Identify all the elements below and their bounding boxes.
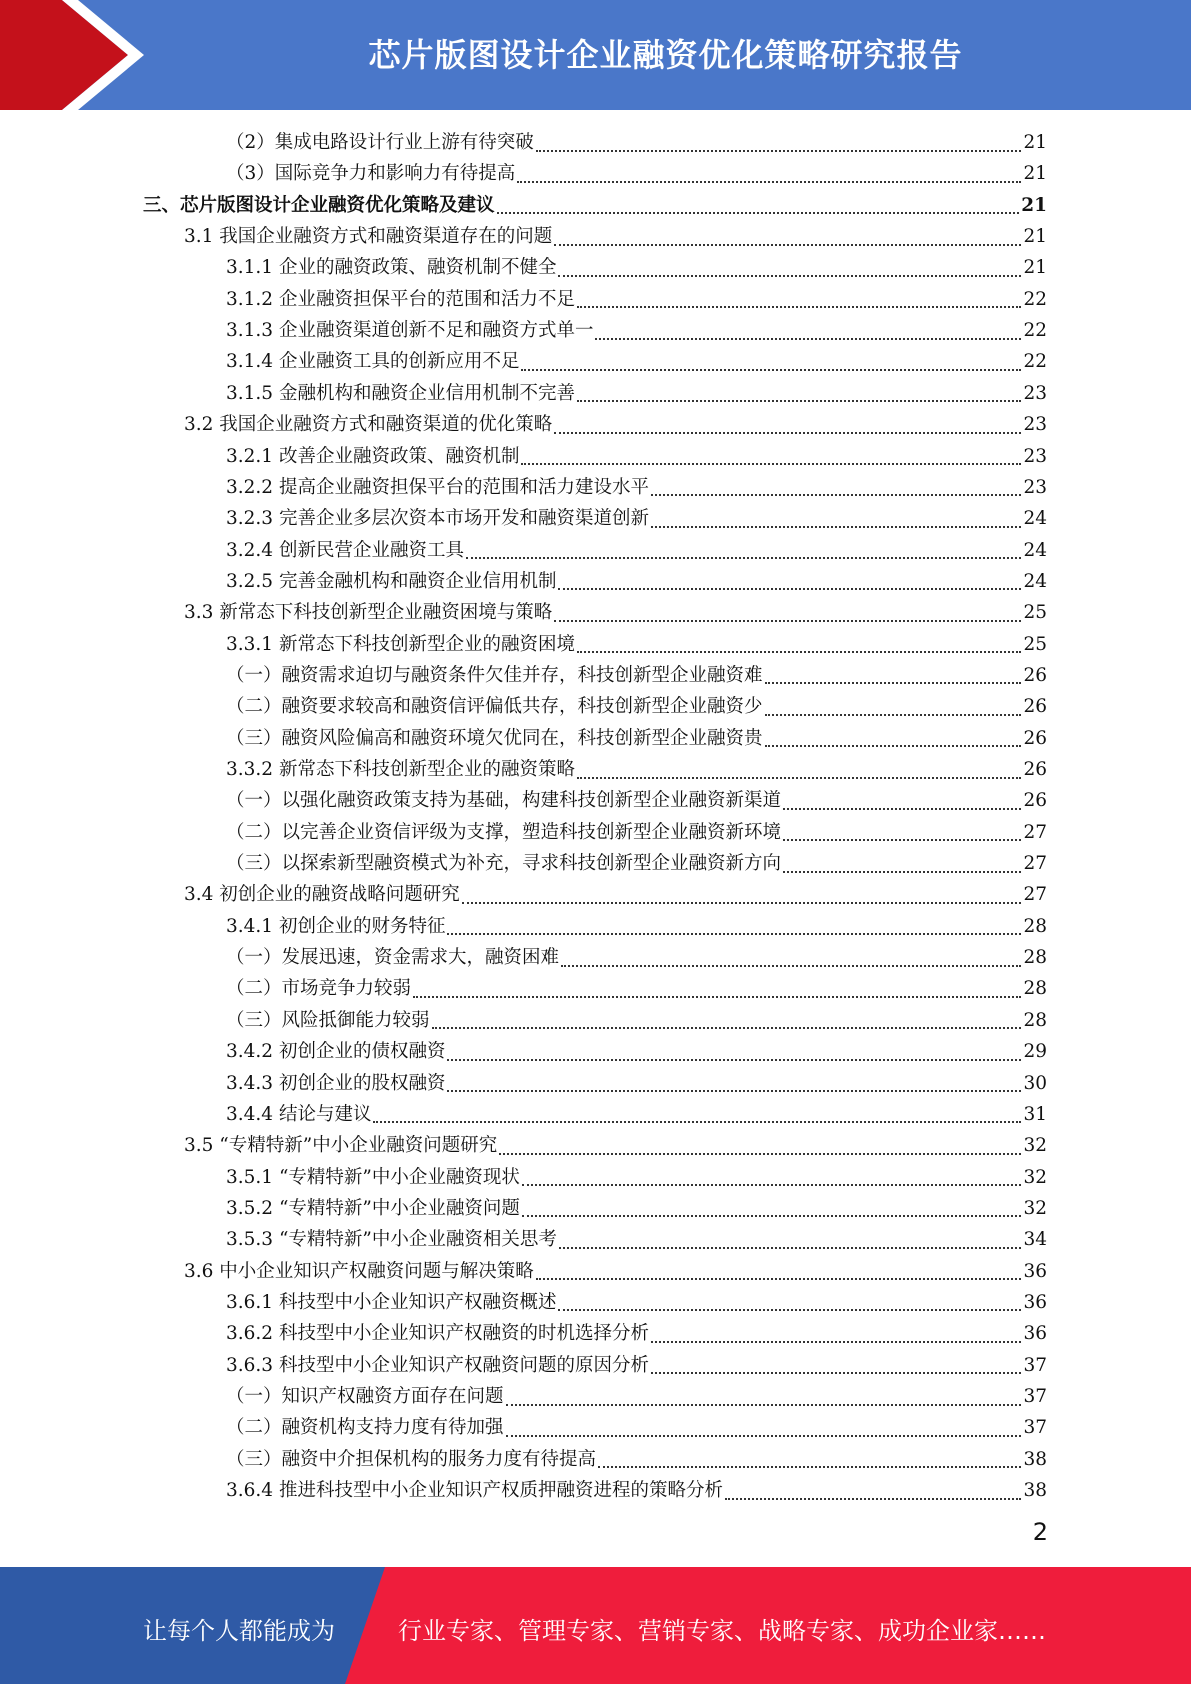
toc-entry[interactable] bbox=[226, 1068, 1047, 1099]
toc-entry-title: 3.6.4 推进科技型中小企业知识产权质押融资进程的策略分析 bbox=[226, 1480, 723, 1502]
toc-dot-leader bbox=[595, 338, 1021, 340]
toc-entry-title: 3.4.3 初创企业的股权融资 bbox=[226, 1072, 446, 1094]
toc-entry-page: 32 bbox=[1023, 1197, 1047, 1219]
toc-entry-title: 3.5.2 “专精特新”中小企业融资问题 bbox=[226, 1197, 520, 1219]
toc-entry-page: 27 bbox=[1023, 884, 1047, 906]
toc-entry-page: 37 bbox=[1023, 1354, 1047, 1376]
toc-entry[interactable] bbox=[226, 284, 1047, 315]
toc-dot-leader bbox=[783, 808, 1021, 810]
toc-entry-page: 36 bbox=[1023, 1260, 1047, 1282]
toc-entry-title: （三）风险抵御能力较弱 bbox=[226, 1009, 430, 1031]
toc-entry[interactable] bbox=[226, 754, 1047, 785]
toc-entry-page: 36 bbox=[1023, 1291, 1047, 1313]
toc-entry-title: 3.4 初创企业的融资战略问题研究 bbox=[184, 884, 460, 906]
toc-entry[interactable] bbox=[226, 1036, 1047, 1067]
toc-entry-page: 38 bbox=[1023, 1480, 1047, 1502]
toc-entry[interactable] bbox=[226, 378, 1047, 409]
toc-entry-page: 21 bbox=[1023, 257, 1047, 279]
toc-entry-page: 26 bbox=[1023, 727, 1047, 749]
toc-entry[interactable] bbox=[226, 785, 1047, 816]
header-bar bbox=[0, 0, 1191, 110]
toc-entry[interactable] bbox=[226, 1318, 1047, 1349]
toc-entry-page: 22 bbox=[1023, 320, 1047, 342]
toc-dot-leader bbox=[598, 1466, 1021, 1468]
toc-entry[interactable] bbox=[226, 1005, 1047, 1036]
toc-entry-page: 21 bbox=[1021, 194, 1047, 216]
toc-entry-page: 23 bbox=[1023, 445, 1047, 467]
footer-slogan-right: 行业专家、管理专家、营销专家、战略专家、成功企业家…… bbox=[398, 1617, 1046, 1645]
toc-entry[interactable] bbox=[184, 1130, 1047, 1161]
toc-entry-page: 37 bbox=[1023, 1417, 1047, 1439]
toc-entry-title: （三）以探索新型融资模式为补充，寻求科技创新型企业融资新方向 bbox=[226, 853, 782, 875]
toc-entry[interactable] bbox=[226, 1099, 1047, 1130]
toc-entry-title: （一）以强化融资政策支持为基础，构建科技创新型企业融资新渠道 bbox=[226, 790, 782, 812]
toc-dot-leader bbox=[373, 1121, 1021, 1123]
toc-dot-leader bbox=[554, 244, 1021, 246]
toc-dot-leader bbox=[651, 526, 1021, 528]
toc-entry[interactable] bbox=[226, 848, 1047, 879]
toc-entry[interactable] bbox=[226, 817, 1047, 848]
toc-entry-page: 31 bbox=[1023, 1103, 1047, 1125]
toc-entry[interactable] bbox=[226, 441, 1047, 472]
toc-entry-page: 26 bbox=[1023, 759, 1047, 780]
toc-entry[interactable] bbox=[184, 409, 1047, 440]
toc-entry-title: （三）融资中介担保机构的服务力度有待提高 bbox=[226, 1448, 597, 1470]
toc-dot-leader bbox=[462, 902, 1022, 904]
toc-entry-page: 26 bbox=[1023, 790, 1047, 812]
toc-entry-title: （二）以完善企业资信评级为支撑，塑造科技创新型企业融资新环境 bbox=[226, 821, 782, 843]
toc-dot-leader bbox=[765, 714, 1022, 716]
toc-entry-page: 24 bbox=[1023, 570, 1047, 592]
toc-entry[interactable] bbox=[184, 221, 1047, 252]
toc-dot-leader bbox=[651, 1372, 1021, 1374]
toc-dot-leader bbox=[558, 1309, 1021, 1311]
toc-entry[interactable] bbox=[226, 629, 1047, 660]
toc-entry[interactable] bbox=[184, 879, 1047, 910]
toc-entry-title: 3.2.1 改善企业融资政策、融资机制 bbox=[226, 445, 520, 467]
toc-entry-title: 3.5 “专精特新”中小企业融资问题研究 bbox=[184, 1135, 498, 1157]
toc-entry-page: 32 bbox=[1023, 1135, 1047, 1157]
toc-dot-leader bbox=[497, 212, 1020, 214]
toc-entry[interactable] bbox=[226, 1350, 1047, 1381]
toc-entry-title: 3.6.3 科技型中小企业知识产权融资问题的原因分析 bbox=[226, 1354, 649, 1376]
toc-entry-page: 28 bbox=[1023, 915, 1047, 937]
toc-entry-title: 3.6 中小企业知识产权融资问题与解决策略 bbox=[184, 1260, 534, 1282]
toc-entry-page: 22 bbox=[1023, 351, 1047, 373]
toc-entry-page: 34 bbox=[1023, 1229, 1047, 1251]
toc-entry[interactable] bbox=[226, 942, 1047, 973]
toc-dot-leader bbox=[577, 777, 1021, 779]
toc-entry[interactable] bbox=[226, 1224, 1047, 1255]
toc-dot-leader bbox=[577, 400, 1021, 402]
toc-entry-title: （3）国际竞争力和影响力有待提高 bbox=[226, 163, 516, 185]
toc-entry[interactable] bbox=[226, 503, 1047, 534]
toc-entry-title: 3.1 我国企业融资方式和融资渠道存在的问题 bbox=[184, 226, 553, 248]
header-arrow-decoration bbox=[0, 0, 155, 110]
toc-entry-title: 3.6.1 科技型中小企业知识产权融资概述 bbox=[226, 1291, 557, 1313]
toc-dot-leader bbox=[561, 965, 1021, 967]
toc-entry-page: 27 bbox=[1023, 821, 1047, 843]
toc-entry-page: 23 bbox=[1023, 414, 1047, 436]
toc-entry[interactable] bbox=[143, 190, 1047, 221]
toc-dot-leader bbox=[536, 1278, 1022, 1280]
toc-dot-leader bbox=[521, 369, 1021, 371]
toc-entry[interactable] bbox=[226, 1381, 1047, 1412]
toc-dot-leader bbox=[447, 1090, 1021, 1092]
toc-dot-leader bbox=[577, 651, 1021, 653]
toc-entry[interactable] bbox=[226, 1444, 1047, 1475]
toc-entry-title: 三、芯片版图设计企业融资优化策略及建议 bbox=[143, 194, 495, 216]
toc-dot-leader bbox=[521, 463, 1021, 465]
toc-dot-leader bbox=[447, 933, 1021, 935]
toc-entry-page: 22 bbox=[1023, 288, 1047, 310]
toc-entry-page: 24 bbox=[1023, 539, 1047, 561]
toc-dot-leader bbox=[522, 1184, 1022, 1186]
toc-entry-title: 3.2 我国企业融资方式和融资渠道的优化策略 bbox=[184, 414, 553, 436]
footer-slogan-left: 让每个人都能成为 bbox=[143, 1617, 335, 1645]
toc-entry[interactable] bbox=[226, 346, 1047, 377]
toc-dot-leader bbox=[466, 557, 1021, 559]
toc-entry-page: 25 bbox=[1023, 633, 1047, 655]
toc-entry-title: （2）集成电路设计行业上游有待突破 bbox=[226, 132, 534, 153]
toc-entry[interactable] bbox=[226, 1162, 1047, 1193]
toc-dot-leader bbox=[783, 871, 1021, 873]
toc-entry-page: 25 bbox=[1023, 602, 1047, 624]
toc-dot-leader bbox=[432, 1027, 1022, 1029]
toc-entry-page: 21 bbox=[1023, 226, 1047, 248]
toc-dot-leader bbox=[559, 1247, 1022, 1249]
toc-entry-page: 28 bbox=[1023, 947, 1047, 969]
toc-dot-leader bbox=[447, 1059, 1021, 1061]
toc-dot-leader bbox=[536, 150, 1022, 152]
toc-dot-leader bbox=[558, 275, 1021, 277]
toc-entry-title: （一）发展迅速，资金需求大，融资困难 bbox=[226, 947, 560, 969]
toc-entry-title: 3.1.3 企业融资渠道创新不足和融资方式单一 bbox=[226, 320, 594, 342]
toc-entry[interactable] bbox=[226, 535, 1047, 566]
toc-entry-page: 26 bbox=[1023, 696, 1047, 718]
toc-entry[interactable] bbox=[226, 566, 1047, 597]
toc-entry-title: 3.5.1 “专精特新”中小企业融资现状 bbox=[226, 1166, 520, 1188]
toc-dot-leader bbox=[783, 839, 1021, 841]
toc-entry-page: 24 bbox=[1023, 508, 1047, 530]
toc-entry-title: 3.2.3 完善企业多层次资本市场开发和融资渠道创新 bbox=[226, 508, 649, 530]
toc-entry-title: 3.1.4 企业融资工具的创新应用不足 bbox=[226, 351, 520, 373]
toc-dot-leader bbox=[413, 996, 1021, 998]
toc-entry[interactable] bbox=[226, 252, 1047, 283]
toc-dot-leader bbox=[558, 588, 1021, 590]
toc-entry-title: （三）融资风险偏高和融资环境欠优同在，科技创新型企业融资贵 bbox=[226, 727, 763, 749]
toc-entry[interactable] bbox=[226, 691, 1047, 722]
toc-entry-title: 3.2.4 创新民营企业融资工具 bbox=[226, 539, 464, 561]
toc-entry-page: 37 bbox=[1023, 1386, 1047, 1407]
toc-entry-page: 29 bbox=[1023, 1041, 1047, 1063]
toc-dot-leader bbox=[522, 1215, 1022, 1217]
toc-entry-title: 3.4.4 结论与建议 bbox=[226, 1103, 372, 1125]
toc-entry-page: 27 bbox=[1023, 853, 1047, 875]
toc-dot-leader bbox=[651, 1341, 1021, 1343]
toc-entry[interactable] bbox=[226, 723, 1047, 754]
toc-entry[interactable] bbox=[226, 1287, 1047, 1318]
toc-entry-title: 3.2.2 提高企业融资担保平台的范围和活力建设水平 bbox=[226, 476, 649, 498]
toc-dot-leader bbox=[765, 682, 1022, 684]
toc-entry[interactable] bbox=[226, 127, 1047, 158]
toc-entry-title: 3.1.5 金融机构和融资企业信用机制不完善 bbox=[226, 382, 575, 404]
toc-entry[interactable] bbox=[226, 973, 1047, 1004]
toc-entry[interactable] bbox=[226, 315, 1047, 346]
toc-entry[interactable] bbox=[184, 597, 1047, 628]
toc-entry-page: 38 bbox=[1023, 1448, 1047, 1470]
toc-dot-leader bbox=[499, 1153, 1021, 1155]
toc-entry[interactable] bbox=[226, 1412, 1047, 1443]
toc-entry[interactable] bbox=[226, 911, 1047, 942]
toc-entry-title: 3.6.2 科技型中小企业知识产权融资的时机选择分析 bbox=[226, 1323, 649, 1345]
toc-entry-page: 28 bbox=[1023, 1009, 1047, 1031]
toc-entry-page: 21 bbox=[1023, 132, 1047, 153]
toc-entry-title: （一）知识产权融资方面存在问题 bbox=[226, 1386, 504, 1407]
toc-entry-title: 3.2.5 完善金融机构和融资企业信用机制 bbox=[226, 570, 557, 592]
toc-entry-title: 3.5.3 “专精特新”中小企业融资相关思考 bbox=[226, 1229, 557, 1251]
toc-entry-title: 3.1.1 企业的融资政策、融资机制不健全 bbox=[226, 257, 557, 279]
toc-entry[interactable] bbox=[226, 660, 1047, 691]
page-number: 2 bbox=[1032, 1518, 1048, 1546]
toc-dot-leader bbox=[517, 181, 1021, 183]
toc-entry-page: 23 bbox=[1023, 476, 1047, 498]
toc-dot-leader bbox=[554, 432, 1021, 434]
toc-entry-page: 32 bbox=[1023, 1166, 1047, 1188]
toc-dot-leader bbox=[765, 745, 1022, 747]
toc-entry-title: （一）融资需求迫切与融资条件欠佳并存，科技创新型企业融资难 bbox=[226, 664, 763, 686]
toc-entry-page: 23 bbox=[1023, 382, 1047, 404]
toc-dot-leader bbox=[506, 1404, 1022, 1406]
toc-entry-page: 26 bbox=[1023, 664, 1047, 686]
toc-entry-title: （二）市场竞争力较弱 bbox=[226, 978, 412, 1000]
toc-entry[interactable] bbox=[184, 1256, 1047, 1287]
toc-entry-title: 3.3.2 新常态下科技创新型企业的融资策略 bbox=[226, 759, 575, 780]
toc-dot-leader bbox=[725, 1498, 1021, 1500]
toc-dot-leader bbox=[577, 306, 1021, 308]
toc-entry-page: 21 bbox=[1023, 163, 1047, 185]
toc-entry-title: 3.4.2 初创企业的债权融资 bbox=[226, 1041, 446, 1063]
report-title: 芯片版图设计企业融资优化策略研究报告 bbox=[368, 36, 963, 74]
toc-dot-leader bbox=[651, 494, 1021, 496]
toc-entry-page: 30 bbox=[1023, 1072, 1047, 1094]
toc-entry[interactable] bbox=[226, 1193, 1047, 1224]
toc-dot-leader bbox=[506, 1435, 1022, 1437]
toc-entry-title: （二）融资要求较高和融资信评偏低共存，科技创新型企业融资少 bbox=[226, 696, 763, 718]
toc-entry-page: 36 bbox=[1023, 1323, 1047, 1345]
toc-entry-page: 28 bbox=[1023, 978, 1047, 1000]
toc-entry-title: 3.3 新常态下科技创新型企业融资困境与策略 bbox=[184, 602, 553, 624]
toc-entry-title: 3.4.1 初创企业的财务特征 bbox=[226, 915, 446, 937]
toc-entry[interactable] bbox=[226, 158, 1047, 189]
toc-entry-title: 3.1.2 企业融资担保平台的范围和活力不足 bbox=[226, 288, 575, 310]
toc-entry-title: （二）融资机构支持力度有待加强 bbox=[226, 1417, 504, 1439]
toc-entry[interactable] bbox=[226, 472, 1047, 503]
toc-entry[interactable] bbox=[226, 1475, 1047, 1506]
toc-entry-title: 3.3.1 新常态下科技创新型企业的融资困境 bbox=[226, 633, 575, 655]
toc-dot-leader bbox=[554, 620, 1021, 622]
